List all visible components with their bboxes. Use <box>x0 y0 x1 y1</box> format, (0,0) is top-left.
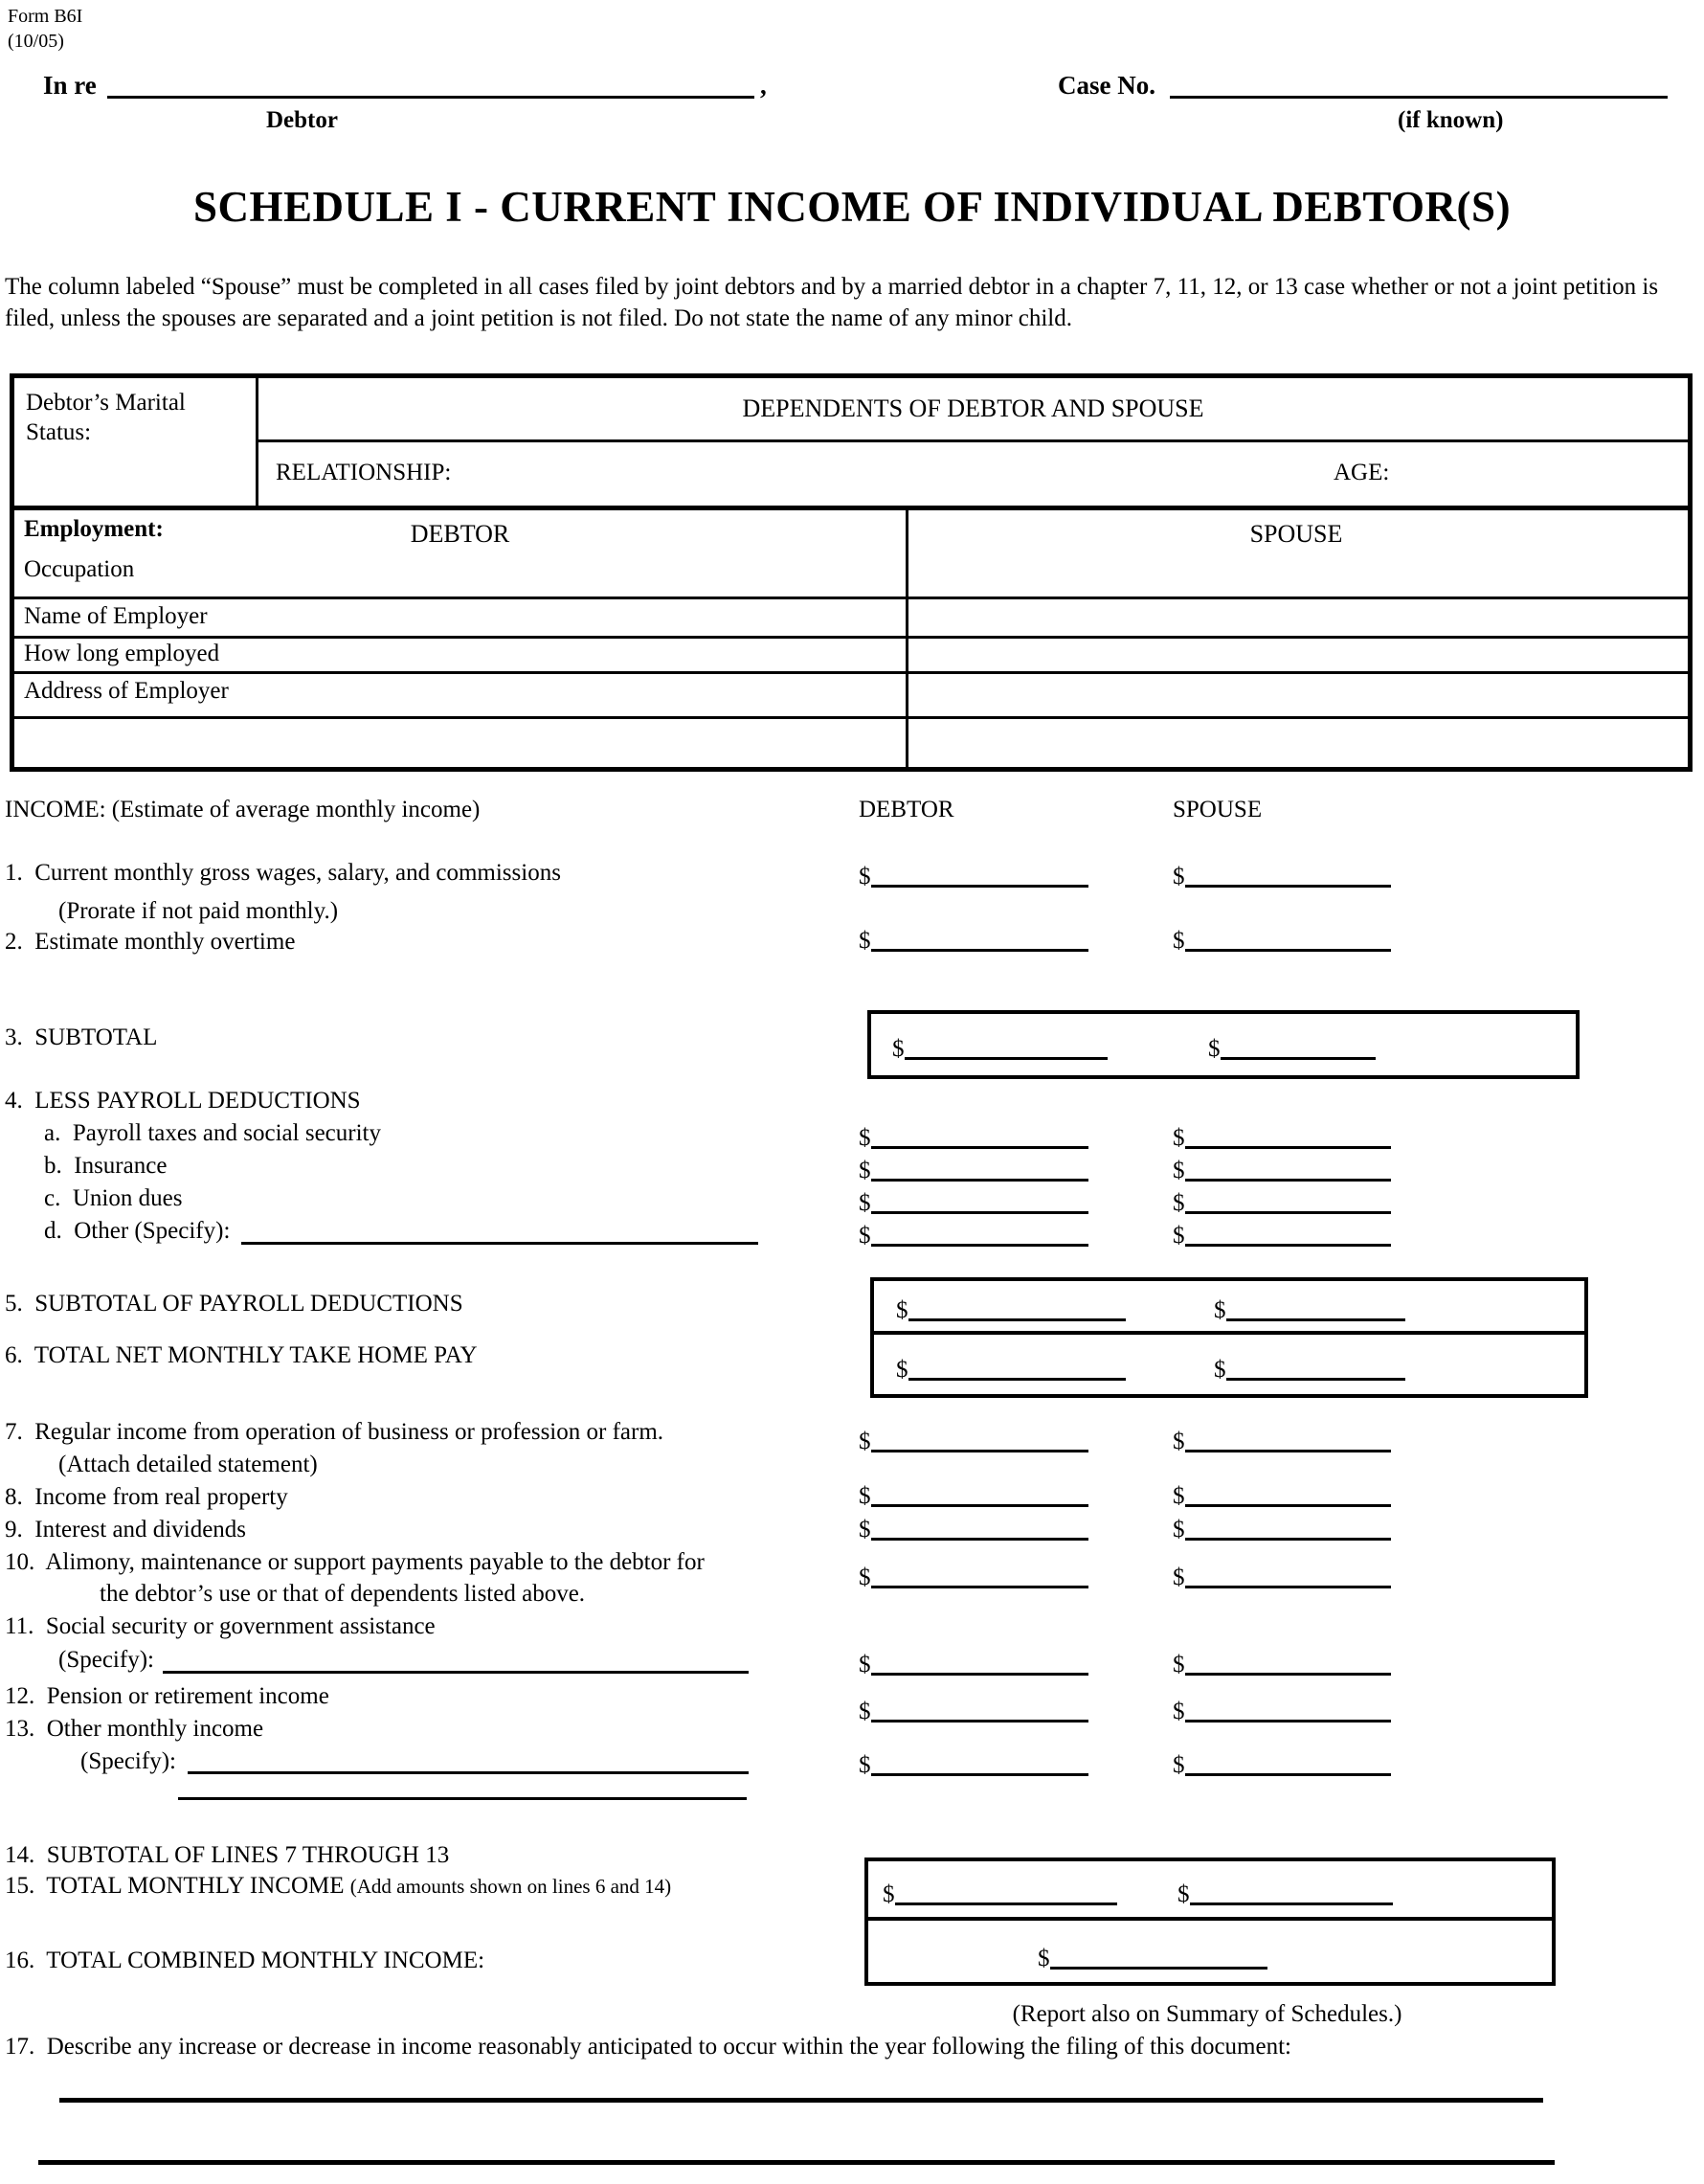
employer-address-spouse-field[interactable] <box>914 676 1680 712</box>
employed-length-label: How long employed <box>24 641 220 666</box>
amount-blank <box>908 1288 1127 1321</box>
employment-spouse-header: SPOUSE <box>1249 520 1343 548</box>
dollar-sign: $ <box>883 1881 895 1907</box>
line17-label: 17. Describe any increase or decrease in income reasonably anticipated to occur within the year following the filing of this document: <box>5 2034 1291 2060</box>
line9-debtor-amount[interactable] <box>859 1510 1088 1541</box>
case-no-field[interactable] <box>1170 96 1668 99</box>
employer-address-debtor-field[interactable] <box>263 676 895 712</box>
employed-length-debtor-field[interactable] <box>263 641 895 669</box>
income-spouse-header: SPOUSE <box>1173 797 1263 822</box>
page-title: SCHEDULE I - CURRENT INCOME OF INDIVIDUAL DEBTOR(S) <box>192 183 1512 231</box>
form-number: Form B6I <box>8 6 83 27</box>
dollar-sign: $ <box>896 1297 908 1323</box>
line2-label: 2. Estimate monthly overtime <box>5 929 296 955</box>
line13-specify-label: (Specify): <box>80 1748 176 1774</box>
amount-blank <box>871 1115 1089 1149</box>
line17-answer-field-1[interactable] <box>59 2098 1543 2103</box>
dollar-sign: $ <box>1173 1752 1185 1778</box>
relationship-field[interactable] <box>460 450 1321 498</box>
line15-debtor-amount[interactable] <box>883 1875 1117 1905</box>
amount-blank <box>1185 918 1392 952</box>
line4c-label: c. Union dues <box>44 1185 183 1211</box>
employer-address-row <box>14 674 1688 719</box>
amount-blank <box>1226 1347 1406 1381</box>
dollar-sign: $ <box>859 1752 871 1778</box>
dollar-sign: $ <box>1177 1881 1190 1907</box>
line6-debtor-amount[interactable] <box>896 1350 1126 1381</box>
line6-label: 6. TOTAL NET MONTHLY TAKE HOME PAY <box>5 1342 478 1368</box>
line1-note: (Prorate if not paid monthly.) <box>58 898 339 924</box>
amount-blank <box>871 1642 1089 1676</box>
age-field[interactable] <box>1402 450 1670 498</box>
amount-blank <box>871 918 1089 952</box>
relationship-label: RELATIONSHIP: <box>276 460 452 485</box>
report-note: (Report also on Summary of Schedules.) <box>1012 2001 1402 2027</box>
dollar-sign: $ <box>859 1652 871 1677</box>
line1-debtor-amount[interactable] <box>859 857 1088 888</box>
marital-status-field[interactable] <box>20 453 248 499</box>
dollar-sign: $ <box>896 1357 908 1383</box>
line13-debtor-amount[interactable] <box>859 1745 1088 1776</box>
line11-debtor-amount[interactable] <box>859 1645 1088 1676</box>
amount-blank <box>871 1743 1089 1776</box>
dollar-sign: $ <box>1214 1357 1226 1383</box>
line4d-label: d. Other (Specify): <box>44 1218 236 1244</box>
line13-label: 13. Other monthly income <box>5 1716 264 1742</box>
line12-debtor-amount[interactable] <box>859 1692 1088 1722</box>
line13-spouse-amount[interactable] <box>1173 1745 1391 1776</box>
in-re-field[interactable] <box>107 96 754 99</box>
amount-blank <box>1185 1507 1392 1541</box>
line13-specify-field[interactable] <box>188 1771 749 1774</box>
amount-blank <box>871 1555 1089 1588</box>
if-known-label: (if known) <box>1398 107 1504 133</box>
line8-debtor-amount[interactable] <box>859 1476 1088 1507</box>
line14-label: 14. SUBTOTAL OF LINES 7 THROUGH 13 <box>5 1842 450 1868</box>
line1-label: 1. Current monthly gross wages, salary, and commissions <box>5 860 561 886</box>
amount-blank <box>1185 1419 1392 1452</box>
line8-label: 8. Income from real property <box>5 1484 288 1510</box>
line4c-debtor-amount[interactable] <box>859 1183 1088 1214</box>
employment-extra-debtor-field[interactable] <box>20 723 895 763</box>
employment-extra-spouse-field[interactable] <box>914 723 1680 763</box>
line15-label <box>5 1873 671 1901</box>
amount-blank <box>1185 1181 1392 1214</box>
employer-name-row <box>14 599 1688 639</box>
amount-blank <box>1050 1936 1268 1970</box>
line3-spouse-amount[interactable] <box>1208 1029 1376 1060</box>
line11-specify-field[interactable] <box>163 1671 749 1674</box>
line9-spouse-amount[interactable] <box>1173 1510 1391 1541</box>
line10-spouse-amount[interactable] <box>1173 1558 1391 1588</box>
line8-spouse-amount[interactable] <box>1173 1476 1391 1507</box>
employer-name-debtor-field[interactable] <box>263 601 895 632</box>
employment-label: Employment: <box>24 516 164 542</box>
marital-status-cell <box>14 378 258 506</box>
line7-note: (Attach detailed statement) <box>58 1452 318 1477</box>
line5-label: 5. SUBTOTAL OF PAYROLL DEDUCTIONS <box>5 1291 463 1317</box>
line15-16-divider <box>864 1917 1556 1921</box>
dollar-sign: $ <box>1214 1297 1226 1323</box>
caption-comma: , <box>760 71 767 100</box>
income-debtor-header: DEBTOR <box>859 797 954 822</box>
line9-label: 9. Interest and dividends <box>5 1517 247 1542</box>
dollar-sign: $ <box>1038 1946 1050 1971</box>
line7-debtor-amount[interactable] <box>859 1422 1088 1452</box>
amount-blank <box>871 1419 1089 1452</box>
occupation-debtor-field[interactable] <box>263 552 895 591</box>
dollar-sign: $ <box>1208 1036 1221 1062</box>
amount-blank <box>1185 1555 1392 1588</box>
line4a-debtor-amount[interactable] <box>859 1118 1088 1149</box>
line7-label: 7. Regular income from operation of business or profession or farm. <box>5 1419 664 1445</box>
intro-paragraph: The column labeled “Spouse” must be completed in all cases filed by joint debtors and by a married debtor in a chapter 7, 11, 12, or 13 case whether or not a joint petition is filed, unless the spouses are separated and a joint petition is not filed. Do not state the name of any minor child. <box>5 274 1659 331</box>
line11-specify-label: (Specify): <box>58 1647 154 1673</box>
employed-length-row <box>14 639 1688 674</box>
dollar-sign: $ <box>1173 1158 1185 1183</box>
line12-spouse-amount[interactable] <box>1173 1692 1391 1722</box>
dollar-sign: $ <box>859 1158 871 1183</box>
line10-debtor-amount[interactable] <box>859 1558 1088 1588</box>
dollar-sign: $ <box>859 1223 871 1249</box>
age-label: AGE: <box>1334 460 1390 485</box>
employment-section <box>14 510 1688 767</box>
dollar-sign: $ <box>892 1036 905 1062</box>
line4b-label: b. Insurance <box>44 1153 168 1179</box>
employer-address-label: Address of Employer <box>24 678 229 704</box>
line11-spouse-amount[interactable] <box>1173 1645 1391 1676</box>
line15-spouse-amount[interactable] <box>1177 1875 1393 1905</box>
amount-blank <box>1185 1213 1392 1247</box>
employment-debtor-header: DEBTOR <box>410 520 510 548</box>
amount-blank <box>871 854 1089 888</box>
dollar-sign: $ <box>1173 1517 1185 1542</box>
line16-combined-amount[interactable] <box>1038 1939 1267 1970</box>
line5-debtor-amount[interactable] <box>896 1291 1126 1321</box>
dollar-sign: $ <box>859 1565 871 1590</box>
line3-debtor-amount[interactable] <box>892 1029 1108 1060</box>
amount-blank <box>1185 1148 1392 1182</box>
amount-blank <box>871 1507 1089 1541</box>
line15-note: (Add amounts shown on lines 6 and 14) <box>349 1875 672 1898</box>
employed-length-spouse-field[interactable] <box>914 641 1680 669</box>
line7-spouse-amount[interactable] <box>1173 1422 1391 1452</box>
amount-blank <box>908 1347 1127 1381</box>
line6-spouse-amount[interactable] <box>1214 1350 1405 1381</box>
dependents-section <box>14 378 1688 510</box>
amount-blank <box>905 1026 1109 1060</box>
line17-answer-field-2[interactable] <box>38 2160 1555 2165</box>
occupation-label: Occupation <box>24 556 135 582</box>
amount-blank <box>871 1689 1089 1722</box>
dollar-sign: $ <box>859 1125 871 1151</box>
line2-spouse-amount[interactable] <box>1173 921 1391 952</box>
amount-blank <box>1185 1689 1392 1722</box>
line13-specify-field-2[interactable] <box>178 1797 747 1800</box>
line4d-debtor-amount[interactable] <box>859 1216 1088 1247</box>
dollar-sign: $ <box>1173 1223 1185 1249</box>
dollar-sign: $ <box>1173 864 1185 889</box>
dollar-sign: $ <box>859 1699 871 1724</box>
in-re-label: In re <box>43 71 97 100</box>
amount-blank <box>1190 1872 1394 1905</box>
dollar-sign: $ <box>859 1429 871 1454</box>
line15-main: 15. TOTAL MONTHLY INCOME <box>5 1873 350 1899</box>
line10-label: 10. Alimony, maintenance or support payments payable to the debtor for <box>5 1549 705 1575</box>
employer-name-label: Name of Employer <box>24 603 208 629</box>
debtor-label: Debtor <box>266 107 338 133</box>
line4d-spouse-amount[interactable] <box>1173 1216 1391 1247</box>
employer-name-spouse-field[interactable] <box>914 601 1680 632</box>
line2-debtor-amount[interactable] <box>859 921 1088 952</box>
amount-blank <box>1226 1288 1406 1321</box>
case-no-label: Case No. <box>1058 71 1155 100</box>
amount-blank <box>871 1181 1089 1214</box>
dependents-header: DEPENDENTS OF DEBTOR AND SPOUSE <box>258 378 1688 442</box>
dollar-sign: $ <box>859 864 871 889</box>
amount-blank <box>1185 854 1392 888</box>
line4-label: 4. LESS PAYROLL DEDUCTIONS <box>5 1088 361 1114</box>
dollar-sign: $ <box>1173 928 1185 954</box>
line4d-specify-field[interactable] <box>241 1242 758 1245</box>
amount-blank <box>1185 1642 1392 1676</box>
amount-blank <box>895 1872 1118 1905</box>
dollar-sign: $ <box>859 1517 871 1542</box>
dollar-sign: $ <box>1173 1483 1185 1509</box>
dollar-sign: $ <box>1173 1699 1185 1724</box>
dollar-sign: $ <box>1173 1190 1185 1216</box>
dependents-employment-table <box>10 373 1693 772</box>
line1-spouse-amount[interactable] <box>1173 857 1391 888</box>
relationship-row <box>258 442 1688 506</box>
amount-blank <box>1185 1115 1392 1149</box>
form-revision: (10/05) <box>8 31 64 52</box>
dollar-sign: $ <box>1173 1429 1185 1454</box>
employment-extra-row <box>14 719 1688 767</box>
amount-blank <box>871 1148 1089 1182</box>
occupation-spouse-field[interactable] <box>914 552 1680 591</box>
line11-label: 11. Social security or government assistance <box>5 1613 436 1639</box>
dollar-sign: $ <box>1173 1652 1185 1677</box>
dollar-sign: $ <box>859 1190 871 1216</box>
amount-blank <box>1185 1743 1392 1776</box>
line10-label-2: the debtor’s use or that of dependents listed above. <box>100 1581 586 1607</box>
line4a-label: a. Payroll taxes and social security <box>44 1120 381 1146</box>
employment-header-row <box>14 510 1688 599</box>
dependents-right <box>258 378 1688 506</box>
line4a-spouse-amount[interactable] <box>1173 1118 1391 1149</box>
dollar-sign: $ <box>859 1483 871 1509</box>
line3-label: 3. SUBTOTAL <box>5 1024 158 1050</box>
line4b-debtor-amount[interactable] <box>859 1151 1088 1182</box>
line16-label: 16. TOTAL COMBINED MONTHLY INCOME: <box>5 1948 485 1973</box>
amount-blank <box>871 1213 1089 1247</box>
amount-blank <box>1221 1026 1377 1060</box>
line4b-spouse-amount[interactable] <box>1173 1151 1391 1182</box>
amount-blank <box>1185 1474 1392 1507</box>
line12-label: 12. Pension or retirement income <box>5 1683 329 1709</box>
marital-status-label: Debtor’s Marital Status: <box>26 390 186 445</box>
line4c-spouse-amount[interactable] <box>1173 1183 1391 1214</box>
line5-6-divider <box>870 1331 1588 1335</box>
dollar-sign: $ <box>1173 1125 1185 1151</box>
amount-blank <box>871 1474 1089 1507</box>
dollar-sign: $ <box>1173 1565 1185 1590</box>
line5-spouse-amount[interactable] <box>1214 1291 1405 1321</box>
income-header: INCOME: (Estimate of average monthly income) <box>5 797 481 822</box>
dollar-sign: $ <box>859 928 871 954</box>
